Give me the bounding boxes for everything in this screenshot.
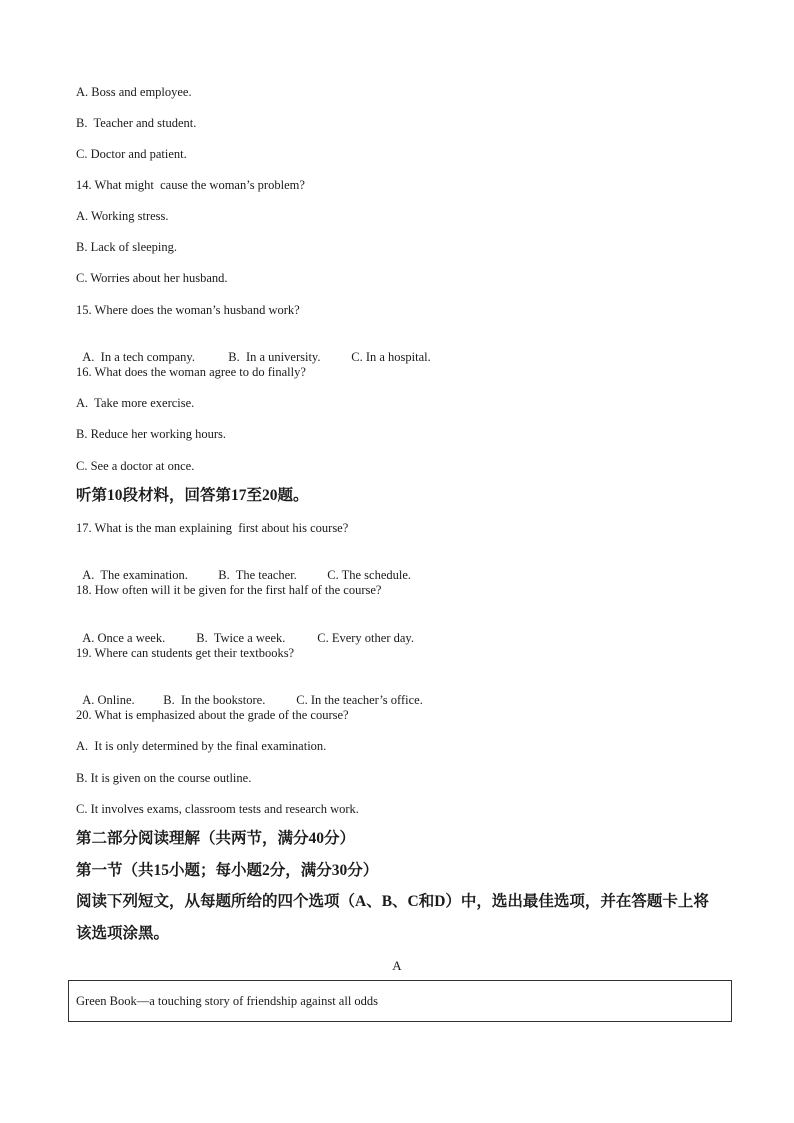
question-15: 15. Where does the woman’s husband work?: [76, 303, 300, 317]
option-19b: B. In the bookstore.: [163, 693, 266, 707]
option-17c: C. The schedule.: [327, 568, 412, 582]
option-13b: B. Teacher and student.: [76, 116, 197, 130]
option-15a: A. In a tech company.: [82, 350, 195, 364]
option-14a: A. Working stress.: [76, 209, 169, 223]
question-14: 14. What might cause the woman’s problem?: [76, 178, 305, 192]
option-15c: C. In a hospital.: [351, 350, 431, 364]
option-13c: C. Doctor and patient.: [76, 147, 187, 161]
options-17: [76, 551, 411, 583]
option-14c: C. Worries about her husband.: [76, 271, 228, 285]
question-20: 20. What is emphasized about the grade of the course?: [76, 708, 349, 722]
instruction-line-1: 阅读下列短文，从每题所给的四个选项（A、B、C和D）中，选出最佳选项，并在答题卡上将: [76, 893, 709, 910]
option-16b: B. Reduce her working hours.: [76, 427, 226, 441]
option-16c: C. See a doctor at once.: [76, 459, 195, 473]
instruction-line-2: 该选项涂黑。: [76, 925, 170, 942]
question-19: 19. Where can students get their textbooks?: [76, 646, 295, 660]
option-14b: B. Lack of sleeping.: [76, 240, 178, 254]
passage-title: Green Book—a touching story of friendship against all odds: [76, 994, 379, 1008]
option-18c: C. Every other day.: [317, 631, 414, 645]
heading-part-2: 第二部分阅读理解（共两节，满分40分）: [76, 830, 356, 847]
option-20c: C. It involves exams, classroom tests and research work.: [76, 802, 359, 816]
option-17b: B. The teacher.: [218, 568, 297, 582]
option-15b: B. In a university.: [228, 350, 321, 364]
option-16a: A. Take more exercise.: [76, 396, 195, 410]
heading-section-1: 第一节（共15小题；每小题2分，满分30分）: [76, 862, 379, 879]
options-15: [76, 333, 431, 365]
option-13a: A. Boss and employee.: [76, 85, 192, 99]
options-19: [76, 676, 423, 708]
option-20a: A. It is only determined by the final examination.: [76, 739, 327, 753]
option-18a: A. Once a week.: [82, 631, 166, 645]
option-20b: B. It is given on the course outline.: [76, 771, 252, 785]
question-16: 16. What does the woman agree to do finally?: [76, 365, 306, 379]
question-18: 18. How often will it be given for the first half of the course?: [76, 583, 382, 597]
option-18b: B. Twice a week.: [196, 631, 286, 645]
options-18: [76, 614, 414, 646]
passage-title-box: [68, 980, 732, 1022]
question-17: 17. What is the man explaining first about his course?: [76, 521, 349, 535]
option-17a: A. The examination.: [82, 568, 188, 582]
option-19a: A. Online.: [82, 693, 135, 707]
passage-label: A: [392, 958, 402, 973]
option-19c: C. In the teacher’s office.: [296, 693, 423, 707]
heading-section-10: 听第10段材料，回答第17至20题。: [76, 487, 309, 504]
